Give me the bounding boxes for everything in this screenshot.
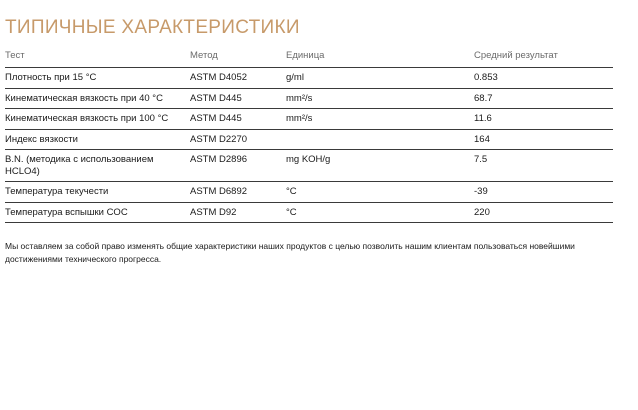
cell-result: 11.6: [474, 109, 613, 130]
cell-test: Плотность при 15 °C: [5, 68, 190, 89]
cell-method: ASTM D4052: [190, 68, 286, 89]
cell-test: B.N. (методика с использованием HCLO4): [5, 150, 190, 182]
cell-unit: mm²/s: [286, 88, 474, 109]
table-row: [5, 109, 613, 130]
table-row: [5, 182, 613, 203]
cell-result: -39: [474, 182, 613, 203]
disclaimer-note: Мы оставляем за собой право изменять общие характеристики наших продуктов с целью позволить нашим клиентам пользоваться новейшими достижениями технического прогресса.: [5, 241, 575, 264]
table-row: [5, 68, 613, 89]
cell-test: Кинематическая вязкость при 40 °C: [5, 88, 190, 109]
table-header-row: [5, 50, 613, 68]
table-row: [5, 88, 613, 109]
cell-result: 68.7: [474, 88, 613, 109]
table-row: [5, 150, 613, 182]
typical-characteristics-page: [5, 0, 613, 266]
cell-test: Кинематическая вязкость при 100 °C: [5, 109, 190, 130]
cell-result: 220: [474, 202, 613, 223]
cell-unit: [286, 129, 474, 150]
cell-result: 7.5: [474, 150, 613, 182]
section-title: ТИПИЧНЫЕ ХАРАКТЕРИСТИКИ: [5, 17, 300, 38]
cell-method: ASTM D92: [190, 202, 286, 223]
header-test: Тест: [5, 50, 190, 68]
cell-unit: mg KOH/g: [286, 150, 474, 182]
cell-unit: °C: [286, 182, 474, 203]
header-unit: Единица: [286, 50, 474, 68]
header-result: Средний результат: [474, 50, 613, 68]
cell-result: 164: [474, 129, 613, 150]
cell-test: Температура текучести: [5, 182, 190, 203]
header-method: Метод: [190, 50, 286, 68]
cell-test: Температура вспышки COC: [5, 202, 190, 223]
cell-result: 0.853: [474, 68, 613, 89]
cell-method: ASTM D6892: [190, 182, 286, 203]
cell-unit: g/ml: [286, 68, 474, 89]
cell-unit: °C: [286, 202, 474, 223]
table-row: [5, 129, 613, 150]
cell-unit: mm²/s: [286, 109, 474, 130]
cell-method: ASTM D445: [190, 109, 286, 130]
cell-method: ASTM D2896: [190, 150, 286, 182]
table-row: [5, 202, 613, 223]
cell-method: ASTM D2270: [190, 129, 286, 150]
cell-method: ASTM D445: [190, 88, 286, 109]
characteristics-table: [5, 50, 613, 223]
cell-test: Индекс вязкости: [5, 129, 190, 150]
